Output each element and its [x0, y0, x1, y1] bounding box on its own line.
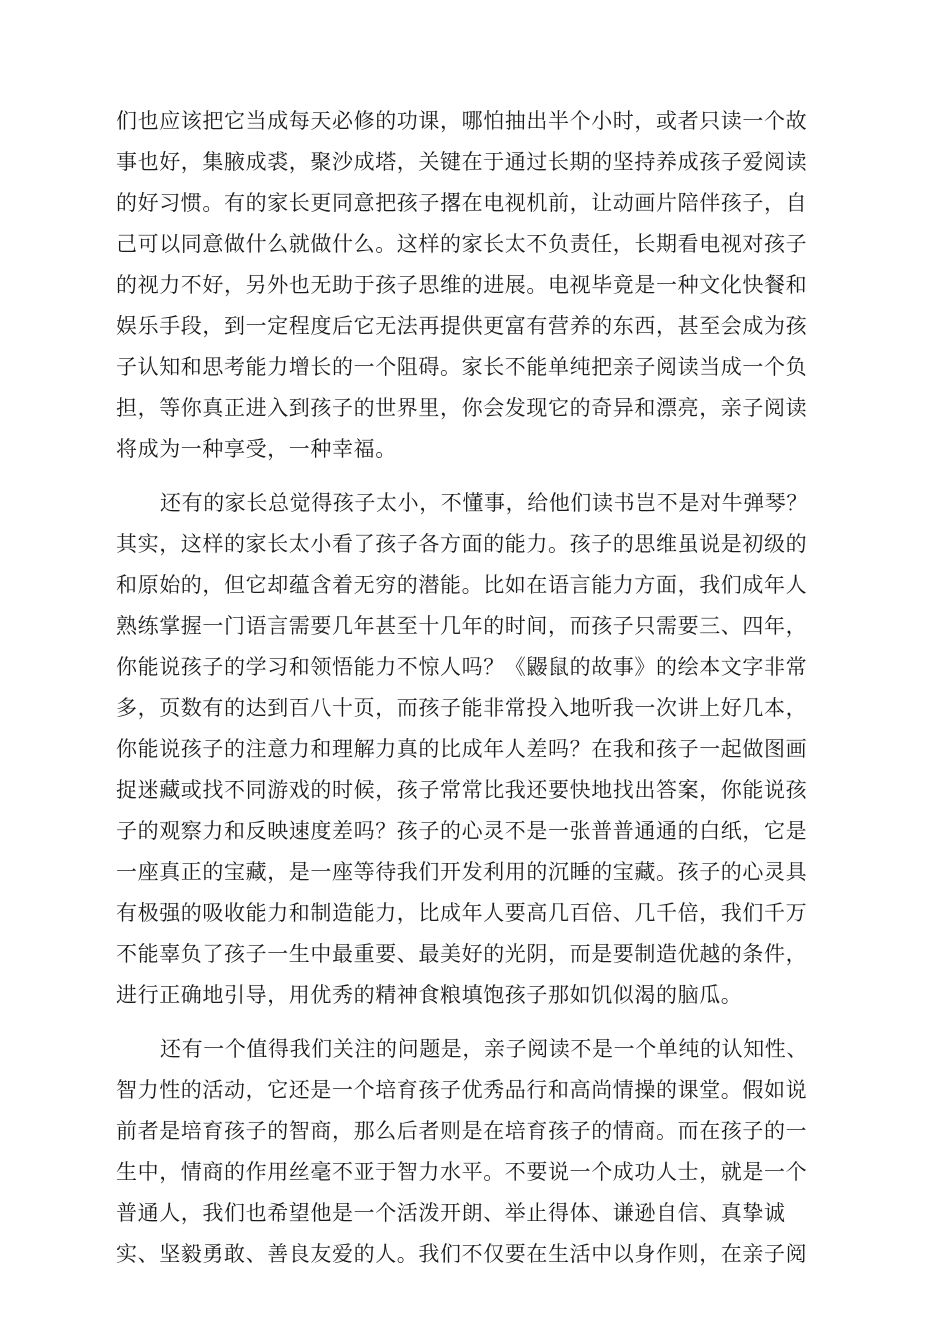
text-line: 一座真正的宝藏，是一座等待我们开发利用的沉睡的宝藏。孩子的心灵具 — [116, 860, 808, 884]
text-line: 前者是培育孩子的智商，那么后者则是在培育孩子的情商。而在孩子的一 — [116, 1119, 808, 1143]
text-line: 的好习惯。有的家长更同意把孩子撂在电视机前，让动画片陪伴孩子，自 — [116, 191, 808, 215]
text-line: 进行正确地引导，用优秀的精神食粮填饱孩子那如饥似渴的脑瓜。 — [116, 983, 743, 1007]
text-line: 智力性的活动，它还是一个培育孩子优秀品行和高尚情操的课堂。假如说 — [116, 1078, 808, 1102]
paragraph-2 — [116, 483, 836, 1016]
paragraph-1 — [116, 101, 836, 470]
text-line: 多，页数有的达到百八十页，而孩子能非常投入地听我一次讲上好几本， — [116, 696, 808, 720]
text-line: 己可以同意做什么就做什么。这样的家长太不负责任，长期看电视对孩子 — [116, 232, 808, 256]
text-line: 熟练掌握一门语言需要几年甚至十几年的时间，而孩子只需要三、四年， — [116, 614, 808, 638]
text-line: 们也应该把它当成每天必修的功课，哪怕抽出半个小时，或者只读一个故 — [116, 109, 808, 133]
text-line: 子认知和思考能力增长的一个阻碍。家长不能单纯把亲子阅读当成一个负 — [116, 355, 808, 379]
text-line: 有极强的吸收能力和制造能力，比成年人要高几百倍、几千倍，我们千万 — [116, 901, 808, 925]
paragraph-3 — [116, 1029, 836, 1275]
text-line: 你能说孩子的学习和领悟能力不惊人吗？《鼹鼠的故事》的绘本文字非常 — [116, 655, 808, 679]
paragraph-spacer — [116, 1016, 836, 1029]
text-line: 还有一个值得我们关注的问题是，亲子阅读不是一个单纯的认知性、 — [160, 1037, 808, 1061]
text-line: 不能辜负了孩子一生中最重要、最美好的光阴，而是要制造优越的条件， — [116, 942, 808, 966]
text-line: 担，等你真正进入到孩子的世界里，你会发现它的奇异和漂亮，亲子阅读 — [116, 396, 808, 420]
paragraph-spacer — [116, 470, 836, 483]
text-line: 实、坚毅勇敢、善良友爱的人。我们不仅要在生活中以身作则，在亲子阅 — [116, 1242, 808, 1266]
text-line: 娱乐手段，到一定程度后它无法再提供更富有营养的东西，甚至会成为孩 — [116, 314, 808, 338]
text-line: 的视力不好，另外也无助于孩子思维的进展。电视毕竟是一种文化快餐和 — [116, 273, 808, 297]
document-page — [116, 101, 836, 1275]
text-line: 生中，情商的作用丝毫不亚于智力水平。不要说一个成功人士，就是一个 — [116, 1160, 808, 1184]
text-line: 子的观察力和反映速度差吗？孩子的心灵不是一张普普通通的白纸，它是 — [116, 819, 808, 843]
text-line: 普通人，我们也希望他是一个活泼开朗、举止得体、谦逊自信、真挚诚 — [116, 1201, 786, 1225]
text-line: 你能说孩子的注意力和理解力真的比成年人差吗？在我和孩子一起做图画 — [116, 737, 808, 761]
text-line: 还有的家长总觉得孩子太小，不懂事，给他们读书岂不是对牛弹琴？ — [160, 491, 808, 515]
text-line: 将成为一种享受，一种幸福。 — [116, 437, 397, 461]
text-line: 和原始的，但它却蕴含着无穷的潜能。比如在语言能力方面，我们成年人 — [116, 573, 808, 597]
text-line: 捉迷藏或找不同游戏的时候，孩子常常比我还要快地找出答案，你能说孩 — [116, 778, 808, 802]
text-line: 事也好，集腋成裘，聚沙成塔，关键在于通过长期的坚持养成孩子爱阅读 — [116, 150, 808, 174]
text-line: 其实，这样的家长太小看了孩子各方面的能力。孩子的思维虽说是初级的 — [116, 532, 808, 556]
